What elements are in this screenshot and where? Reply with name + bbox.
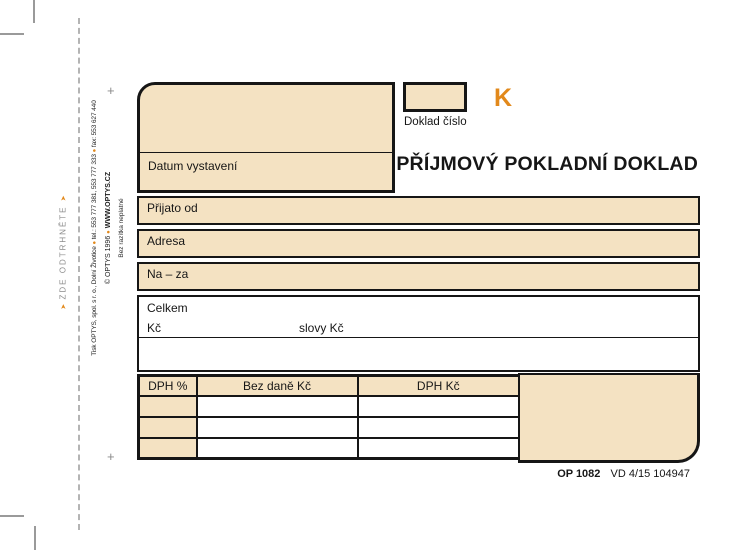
publisher-phone: tel.: 553 777 381, 553 777 333: [91, 154, 98, 240]
bullet-icon: ●: [106, 230, 112, 234]
crop-mark: [0, 515, 24, 517]
na-za-field[interactable]: [137, 262, 700, 291]
dph-kc-header: DPH Kč: [358, 376, 520, 396]
publisher-name: Tisk OPTYS, spol. s r. o., Dolní Životice: [91, 246, 98, 356]
print-run-code: VD 4/15 104947: [610, 468, 690, 480]
bez-dane-cell[interactable]: [197, 417, 358, 438]
publisher-fax: fax: 553 627 440: [91, 100, 98, 148]
na-za-label: Na – za: [147, 267, 189, 281]
bez-dane-cell[interactable]: [197, 396, 358, 417]
tear-arrow-icon: ➤: [60, 303, 68, 310]
dph-kc-cell[interactable]: [358, 417, 520, 438]
publisher-contact-line: [88, 78, 102, 378]
kc-label: Kč: [147, 321, 162, 335]
registration-mark: +: [107, 449, 115, 464]
celkem-label: Celkem: [147, 301, 188, 315]
dph-header-row: [139, 376, 520, 396]
crop-mark: [34, 526, 36, 550]
slovy-kc-label: slovy Kč: [299, 321, 344, 335]
dph-percent-header: DPH %: [139, 376, 197, 396]
datum-vystaveni-field[interactable]: [140, 152, 392, 190]
dph-row: [139, 417, 520, 438]
dph-row: [139, 396, 520, 417]
crop-mark: [33, 0, 35, 23]
datum-vystaveni-label: Datum vystavení: [148, 159, 238, 173]
celkem-blank-field[interactable]: [139, 338, 698, 370]
dph-percent-cell[interactable]: [139, 396, 197, 417]
form-print-code: [540, 468, 690, 480]
publisher-info: [88, 78, 128, 378]
bez-dane-cell[interactable]: [197, 438, 358, 459]
form-title: PŘÍJMOVÝ POKLADNÍ DOKLAD: [396, 153, 698, 175]
prijato-od-label: Přijato od: [147, 201, 198, 215]
perforation-line: [78, 18, 80, 530]
adresa-field[interactable]: [137, 229, 700, 258]
doklad-cislo-label: Doklad číslo: [404, 116, 467, 128]
dph-kc-cell[interactable]: [358, 396, 520, 417]
bez-dane-header: Bez daně Kč: [197, 376, 358, 396]
adresa-label: Adresa: [147, 234, 186, 248]
dph-percent-cell[interactable]: [139, 417, 197, 438]
tear-here-text: ZDE ODTRHNĚTE: [58, 205, 68, 300]
crop-mark: [0, 33, 24, 35]
doklad-cislo-field[interactable]: [403, 82, 467, 112]
publisher-website: WWW.OPTYS.CZ: [105, 171, 112, 229]
form-number: OP 1082: [557, 468, 601, 480]
tear-here-label: [59, 103, 68, 403]
dph-percent-cell[interactable]: [139, 438, 197, 459]
dph-kc-cell[interactable]: [358, 438, 520, 459]
stamp-notice: Bez razítka neplatné: [118, 198, 125, 258]
dph-table: [137, 374, 521, 460]
tear-arrow-icon: ➤: [60, 195, 68, 202]
copyright-text: © OPTYS 1996: [105, 235, 112, 285]
copy-letter: K: [494, 84, 513, 112]
bullet-icon: ●: [92, 241, 98, 245]
bullet-icon: ●: [92, 148, 98, 153]
header-box: [137, 82, 395, 193]
dph-row: [139, 438, 520, 459]
registration-mark: +: [107, 83, 115, 98]
stamp-area: [518, 373, 700, 463]
publisher-web-line: [102, 78, 116, 378]
prijato-od-field[interactable]: [137, 196, 700, 225]
header-blank-field[interactable]: [140, 85, 392, 152]
celkem-section: [137, 295, 700, 372]
